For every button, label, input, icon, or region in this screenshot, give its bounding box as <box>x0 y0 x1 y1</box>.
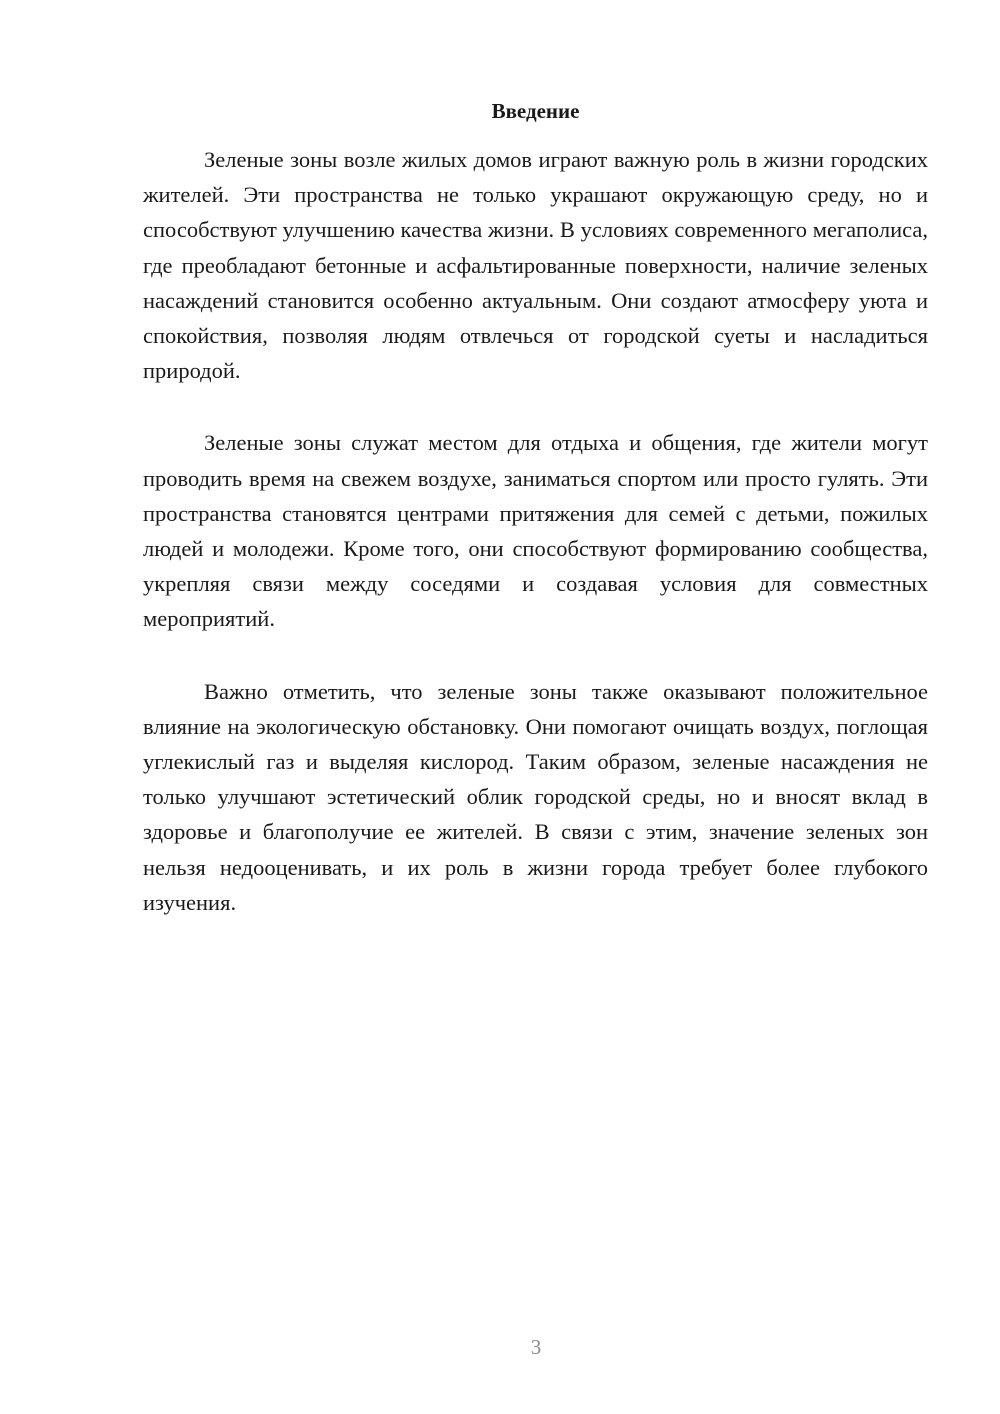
body-text <box>143 142 928 957</box>
section-heading: Введение <box>491 99 580 123</box>
page-number: 3 <box>530 1335 542 1359</box>
paragraph-3: Важно отметить, что зеленые зоны также оказывают положительное влияние на экологическую обстановку. Они помогают очищать воздух, поглощая углекислый газ и выделяя кислород. Таким образом, зеленые насаждения не только улучшают эстетический облик городской среды, но и вносят вклад в здоровье и благополучие ее жителей. В связи с этим, значение зеленых зон нельзя недооценивать, и их роль в жизни города требует более глубокого изучения. <box>143 678 928 915</box>
paragraph-1: Зеленые зоны возле жилых домов играют важную роль в жизни городских жителей. Эти пространства не только украшают окружающую среду, но и способствуют улучшению качества жизни. В условиях современного мегаполиса, где преобладают бетонные и асфальтированные поверхности, наличие зеленых насаждений становится особенно актуальным. Они создают атмосферу уюта и спокойствия, позволяя людям отвлечься от городской суеты и насладиться природой. <box>143 147 928 384</box>
paragraph-2: Зеленые зоны служат местом для отдыха и общения, где жители могут проводить время на свежем воздухе, заниматься спортом или просто гулять. Эти пространства становятся центрами притяжения для семей с детьми, пожилых людей и молодежи. Кроме того, они способствуют формированию сообщества, укрепляя связи между соседями и создавая условия для совместных мероприятий. <box>143 430 928 632</box>
